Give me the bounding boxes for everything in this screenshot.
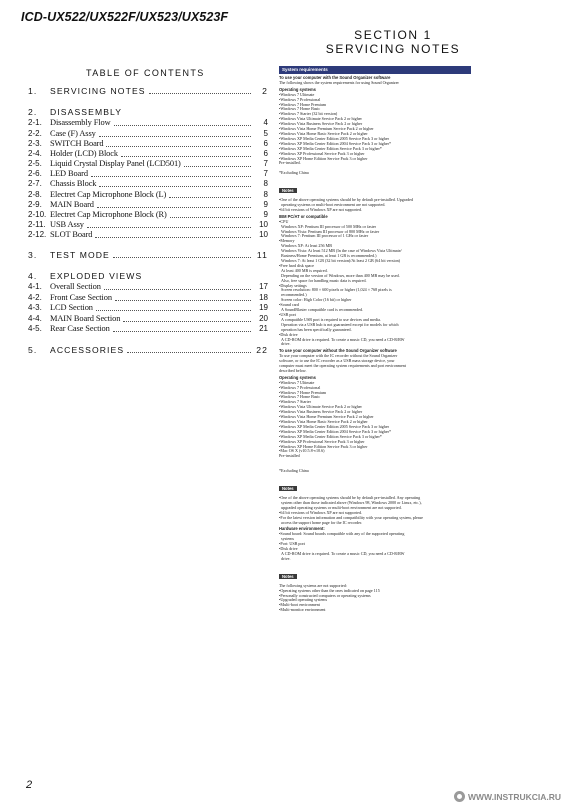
toc-row-text: LCD Section: [50, 303, 93, 312]
toc-row-number: 2-11.: [28, 220, 46, 229]
requirements-bar: System requirements: [279, 66, 471, 74]
toc-row[interactable]: [28, 179, 268, 189]
requirements-subheading: Hardware environment:: [279, 526, 325, 532]
toc-row[interactable]: [28, 129, 268, 139]
toc-row-number: 1.: [28, 86, 38, 96]
toc-dot-leader: [99, 135, 251, 137]
toc-row-text: LED Board: [50, 169, 88, 178]
requirements-text: •Sound board: Sound boards compatible with any of the supported operating systems •Port: USB port •Disk drive A CD-ROM drive is required. To create a music CD, you need a CD-R/RW drive.: [279, 531, 405, 561]
toc-row[interactable]: [28, 230, 268, 240]
toc-row-number: 4-4.: [28, 314, 42, 323]
toc-dot-leader: [184, 165, 251, 167]
toc-row[interactable]: [28, 303, 268, 313]
toc-row-number: 4-3.: [28, 303, 42, 312]
toc-dot-leader: [106, 145, 251, 147]
toc-dot-leader: [95, 236, 251, 238]
toc-row-text: SERVICING NOTES: [50, 86, 146, 96]
toc-dot-leader: [91, 175, 251, 177]
notes-label-wrap: [279, 477, 471, 495]
toc-row-number: 2-2.: [28, 129, 42, 138]
system-requirements-column: [279, 66, 471, 613]
notes-label: Notes: [279, 188, 297, 193]
toc-row[interactable]: [28, 210, 268, 220]
toc-row[interactable]: [28, 139, 268, 149]
toc-row-page: 2: [262, 86, 268, 96]
toc-row[interactable]: [28, 271, 268, 281]
toc-row-page: 10: [259, 230, 268, 239]
toc-row-text: USB Assy: [50, 220, 84, 229]
section-number: SECTION 1: [354, 28, 432, 42]
toc-row-text: MAIN Board: [50, 200, 94, 209]
toc-row[interactable]: [28, 345, 268, 355]
toc-dot-leader: [97, 206, 251, 208]
toc-row[interactable]: [28, 159, 268, 169]
toc-dot-leader: [99, 185, 251, 187]
toc-row-text: Rear Case Section: [50, 324, 110, 333]
model-title: ICD-UX522/UX522F/UX523/UX523F: [21, 10, 229, 24]
requirements-text: •Windows 7 Ultimate •Windows 7 Professional •Windows 7 Home Premium •Windows 7 Home Basic •Windows 7 Starter (32 bit version) •Windows Vista Ultimate Service Pack 2 or higher •Windows Vista Business Service Pack 2 or higher •Windows Vista Home Premium Service Pack 2 or higher •Windows Vista Home Basic Service Pack 2 or higher •Windows XP Media Center Edition 2005 Service Pack 3 or higher •Windows XP Media Center Edition 2004 Service Pack 3 or higher* •Windows XP Media Center Edition Service Pack 3 or higher* •Windows XP Professional Service Pack 3 or higher •Windows XP Home Edition Service Pack 3 or higher Pre-installed. *Excluding China: [279, 91, 392, 176]
requirements-subheading: IBM PC/AT or compatible: [279, 213, 328, 219]
toc-row-text: Chassis Block: [50, 179, 97, 188]
toc-row[interactable]: [28, 118, 268, 128]
watermark-text: WWW.INSTRUKCIA.RU: [468, 791, 562, 802]
toc-row-text: MAIN Board Section: [50, 314, 121, 323]
toc-row-text: SLOT Board: [50, 230, 93, 239]
page-number: 2: [26, 779, 33, 791]
toc-row-number: 3.: [28, 250, 38, 260]
toc-row[interactable]: [28, 200, 268, 210]
toc-dot-leader: [127, 351, 251, 353]
toc-row[interactable]: [28, 314, 268, 324]
toc-row-page: 9: [263, 200, 268, 209]
toc-row-text: ACCESSORIES: [50, 345, 125, 355]
toc-row-number: 2-1.: [28, 118, 42, 127]
toc-row-page: 21: [259, 324, 268, 333]
requirements-subheading: To use your computer without the Sound Organizer software: [279, 348, 397, 354]
requirements-text: •One of the above operating systems should be by default pre-installed. Any operating system other than those indicated above (Windows 98, Windows 2000 or Linux, etc.), upgraded operating systems or multi-boot environment are not supported. •64 bit versions of Windows XP are not supported. •For the latest version information and compatibility with your operating system, please access the support home page for the IC recorder.: [279, 494, 424, 525]
toc-dot-leader: [113, 330, 251, 332]
toc-row[interactable]: [28, 220, 268, 230]
toc-row-page: 17: [259, 282, 268, 291]
toc-dot-leader: [123, 320, 251, 322]
requirements-text: To use your computer with the IC recorder without the Sound Organizer software, or to use the IC recorder as a USB mass storage device, your computer must meet the operating system requirements and port environment described below.: [279, 353, 406, 373]
toc-row[interactable]: [28, 293, 268, 303]
notes-label-wrap: [279, 565, 471, 583]
requirements-text: The following shows the system requirements for using Sound Organizer: [279, 79, 399, 85]
toc-row-page: 18: [259, 293, 268, 302]
toc-row-text: Front Case Section: [50, 293, 112, 302]
requirements-subheading: To use your computer with the Sound Organizer software: [279, 75, 391, 80]
toc-row-number: 4-2.: [28, 293, 42, 302]
toc-row-page: 7: [263, 159, 268, 168]
toc-row-number: 2-5.: [28, 159, 42, 168]
toc-row-number: 2-10.: [28, 210, 47, 219]
toc-row-page: 20: [259, 314, 268, 323]
toc-row-page: 9: [263, 210, 268, 219]
toc-row-text: DISASSEMBLY: [50, 107, 123, 117]
toc-row-number: 2-4.: [28, 149, 42, 158]
requirements-subheading: Operating systems: [279, 86, 316, 92]
toc-row-page: 22: [256, 345, 268, 355]
notes-label: Notes: [279, 574, 297, 579]
notes-label: Notes: [279, 486, 297, 491]
toc-row[interactable]: [28, 282, 268, 292]
toc-row-number: 4-5.: [28, 324, 42, 333]
toc-dot-leader: [113, 256, 251, 258]
toc-row-page: 19: [259, 303, 268, 312]
toc-row-page: 8: [263, 190, 268, 199]
toc-row-page: 6: [263, 149, 268, 158]
requirements-text: •One of the above operating systems should be by default pre-installed. Upgraded operating systems or multi-boot environment are not supported. •64 bit versions of Windows XP are not supported.: [279, 197, 413, 212]
toc-row-text: Disassembly Flow: [50, 118, 111, 127]
toc-row[interactable]: [28, 250, 268, 260]
toc-row-page: 7: [263, 169, 268, 178]
toc-row-text: Electret Cap Microphone Block (R): [50, 210, 167, 219]
toc-row-number: 2-6.: [28, 169, 42, 178]
toc-row[interactable]: [28, 169, 268, 179]
toc-dot-leader: [170, 216, 251, 218]
requirements-text: •CPU Windows XP: Pentium III processor of 500 MHz or faster Windows Vista: Pentium III processor of 800 MHz or faster Windows 7: Pentium III processor of 1 GHz or faster •Memory Windows XP: At least 256 MB Windows Vista: At least 512 MB (In the case of Windows Vista Ultimate/ Business/Home Premium, at least 1 GB is recommended.) Windows 7: At least 1 GB (32 bit version)/At least 2 GB (64 bit version) •Free hard disk space At least 400 MB is required. Depending on the version of Windows, more than 400 MB may be used. Also, free space for handling music data is required. •Display settings Screen resolution: 800 × 600 pixels or higher (1,024 × 768 pixels is recommended.) Screen color: High Color (16 bit) or higher •Sound card A SoundBlaster compatible card is recommended. •USB port A compatible USB port is required to use devices and media. Operation via a USB hub is not guaranteed except for models for which operation has been specifically guaranteed. •Disk drive A CD-ROM drive is required. To create a music CD, you need a CD-R/RW drive.: [279, 218, 405, 347]
toc-row-number: 2.: [28, 107, 38, 117]
section-title: SERVICING NOTES: [325, 42, 461, 56]
toc-dot-leader: [87, 226, 251, 228]
requirements-subheading: Operating systems: [279, 374, 316, 380]
toc-row-number: 2-7.: [28, 179, 42, 188]
toc-dot-leader: [115, 299, 251, 301]
toc-row-text: Holder (LCD) Block: [50, 149, 118, 158]
toc-row-text: Case (F) Assy: [50, 129, 96, 138]
requirements-text: •Windows 7 Ultimate •Windows 7 Professional •Windows 7 Home Premium •Windows 7 Home Basic •Windows 7 Starter •Windows Vista Ultimate Service Pack 2 or higher •Windows Vista Business Service Pack 2 or higher •Windows Vista Home Premium Service Pack 2 or higher •Windows Vista Home Basic Service Pack 2 or higher •Windows XP Media Center Edition 2005 Service Pack 3 or higher •Windows XP Media Center Edition 2004 Service Pack 3 or higher* •Windows XP Media Center Edition Service Pack 3 or higher* •Windows XP Professional Service Pack 3 or higher •Windows XP Home Edition Service Pack 3 or higher •Mac OS X (v10.5.8-v10.6) Pre-installed *Excluding China: [279, 379, 392, 474]
notes-label-wrap: [279, 179, 471, 197]
toc-row-number: 2-9.: [28, 200, 42, 209]
toc-dot-leader: [114, 124, 251, 126]
toc-row-text: TEST MODE: [50, 250, 110, 260]
toc-title: TABLE OF CONTENTS: [86, 68, 205, 78]
toc-row-text: Liquid Crystal Display Panel (LCD501): [50, 159, 181, 168]
toc-row-page: 6: [263, 139, 268, 148]
toc-row-number: 4-1.: [28, 282, 42, 291]
requirements-text: The following systems are not supported: •Operating systems other than the ones indicated on page 115 •Personally constructed computers or operating systems •Upgraded operating systems •Multi-boot environment •Multi-monitor environment: [279, 582, 380, 613]
toc-row-text: Electret Cap Microphone Block (L): [50, 190, 167, 199]
toc-dot-leader: [96, 309, 251, 311]
toc-row[interactable]: [28, 86, 268, 96]
toc-row-number: 2-8.: [28, 190, 42, 199]
toc-row-page: 4: [263, 118, 268, 127]
watermark[interactable]: [454, 791, 561, 802]
toc-row-page: 8: [263, 179, 268, 188]
toc-row-page: 10: [259, 220, 268, 229]
toc-row-number: 2-12.: [28, 230, 47, 239]
toc-row-text: EXPLODED VIEWS: [50, 271, 143, 281]
toc-row-number: 2-3.: [28, 139, 42, 148]
toc-row[interactable]: [28, 107, 268, 117]
toc-row-number: 4.: [28, 271, 38, 281]
toc-row-text: SWITCH Board: [50, 139, 104, 148]
toc-row[interactable]: [28, 190, 268, 200]
toc-dot-leader: [121, 155, 251, 157]
toc-row-text: Overall Section: [50, 282, 101, 291]
watermark-logo-icon: [454, 791, 465, 802]
toc-row-number: 5.: [28, 345, 38, 355]
toc-dot-leader: [104, 288, 251, 290]
toc-dot-leader: [149, 92, 251, 94]
toc-row-page: 5: [263, 129, 268, 138]
section-heading: [318, 28, 468, 56]
toc-row-page: 11: [256, 250, 268, 260]
toc-dot-leader: [169, 196, 251, 198]
toc-row[interactable]: [28, 149, 268, 159]
toc-row[interactable]: [28, 324, 268, 334]
